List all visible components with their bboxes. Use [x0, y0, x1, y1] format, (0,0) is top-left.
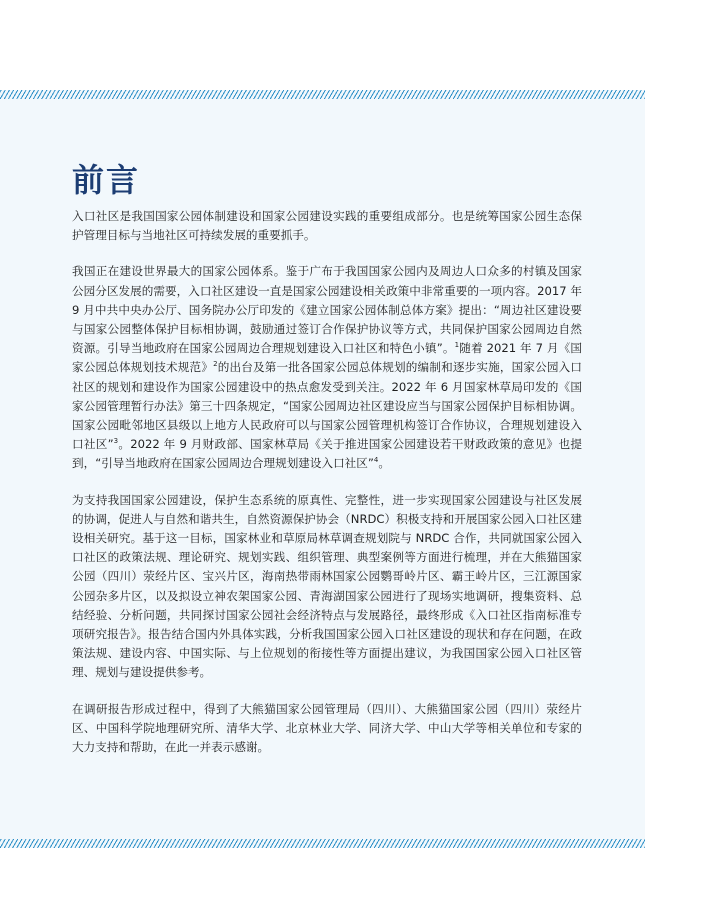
- top-hatch-divider: [0, 90, 645, 99]
- text-segment: 的出台及第一批各国家公园总体规划的编制和逐步实施，国家公园入口社区的规划和建设作为国家公园建设中的热点愈发受到关注。2022 年 6 月国家林草局印发的《国家公园管理暂行办法》第三十四条规定，“国家公园周边社区建设应当与国家公园保护目标相协调。国家公园毗邻地区县级以上地方人民政府可以与国家公园管理机构签订合作协议，合理规划建设入口社区”: [72, 360, 582, 452]
- text-segment: 。: [378, 456, 390, 471]
- footnote-marker: 2: [213, 360, 218, 369]
- paragraph-1: [72, 207, 582, 245]
- footnote-marker: 4: [373, 456, 379, 465]
- text-segment: 我国正在建设世界最大的国家公园体系。鉴于广布于我国国家公园内及周边人口众多的村镇及国家公园分区发展的需要，入口社区建设一直是国家公园建设相关政策中非常重要的一项内容。2017 年 9 月中共中央办公厅、国务院办公厅印发的《建立国家公园体制总体方案》提出：“周边社区建设要与国家公园整体保护目标相协调，鼓励通过签订合作保护协议等方式，共同保护国家公园周边自然资源。引导当地政府在国家公园周边合理规划建设入口社区和特色小镇”。: [72, 264, 582, 356]
- footnote-marker: 3: [113, 437, 119, 446]
- text-segment: 为支持我国国家公园建设，保护生态系统的原真性、完整性，进一步实现国家公园建设与社区发展的协调，促进人与自然和谐共生，自然资源保护协会（NRDC）积极支持和开展国家公园入口社区建设相关研究。基于这一目标，国家林业和草原局林草调查规划院与 NRDC 合作，共同就国家公园入口社区的政策法规、理论研究、规划实践、组织管理、典型案例等方面进行梳理，并在大熊猫国家公园（四川）荥经片区、宝兴片区，海南热带雨林国家公园鹦哥岭片区、霸王岭片区，三江源国家公园杂多片区，以及拟设立神农架国家公园、青海湖国家公园进行了现场实地调研，搜集资料、总结经验、分析问题，共同探讨国家公园社会经济特点与发展路径，最终形成《入口社区指南标准专项研究报告》。报告结合国内外具体实践，分析我国国家公园入口社区建设的现状和存在问题，在政策法规、建设内容、中国实际、与上位规划的衔接性等方面提出建议，为我国国家公园入口社区管理、规划与建设提供参考。: [72, 492, 582, 680]
- footnote-marker: 1: [454, 341, 460, 350]
- paragraph-2: [72, 262, 582, 473]
- paragraph-3: [72, 491, 582, 683]
- page-title: 前言: [72, 161, 141, 199]
- bottom-hatch-divider: [0, 839, 645, 848]
- body-text: [72, 207, 582, 774]
- text-segment: 在调研报告形成过程中，得到了大熊猫国家公园管理局（四川）、大熊猫国家公园（四川）荥经片区、中国科学院地理研究所、清华大学、北京林业大学、同济大学、中山大学等相关单位和专家的大力支持和帮助，在此一并表示感谢。: [72, 701, 582, 755]
- text-segment: 随着 2021 年 7 月《国家公园总体规划技术规范》: [72, 341, 582, 375]
- paragraph-4: [72, 700, 582, 758]
- text-segment: 。2022 年 9 月财政部、国家林草局《关于推进国家公园建设若干财政政策的意见》也提到，“引导当地政府在国家公园周边合理规划建设入口社区”: [72, 437, 582, 471]
- text-segment: 入口社区是我国国家公园体制建设和国家公园建设实践的重要组成部分。也是统筹国家公园生态保护管理目标与当地社区可持续发展的重要抓手。: [72, 209, 582, 243]
